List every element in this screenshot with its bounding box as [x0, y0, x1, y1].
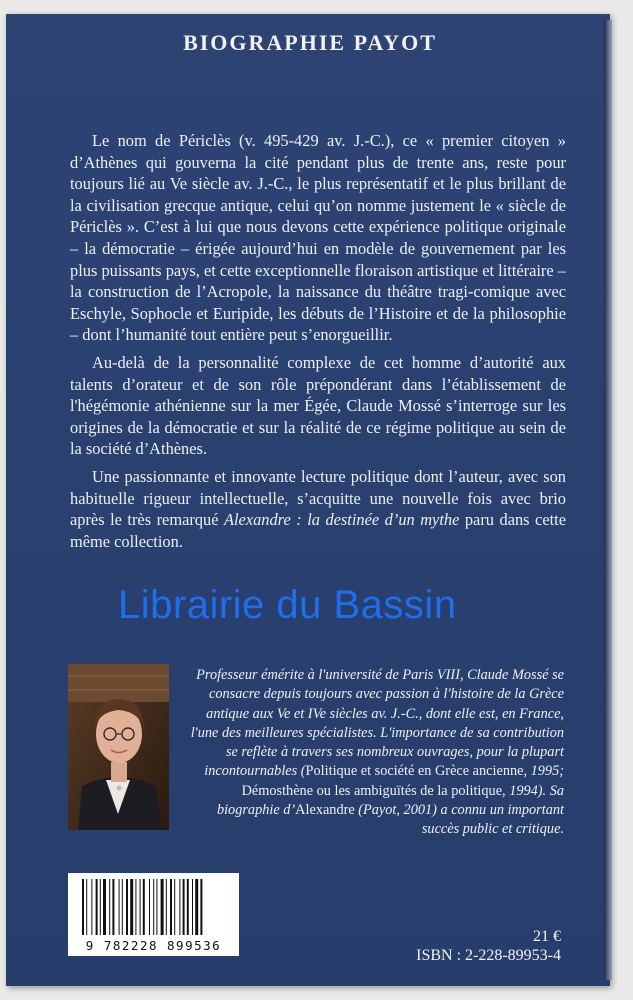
barcode-digits: 9 782228 899536 — [85, 938, 222, 953]
bio-work-1: Politique et société en Grèce ancienne — [305, 763, 524, 780]
blurb-paragraph-3 — [70, 466, 566, 552]
author-photo — [68, 664, 169, 830]
bio-work-3: Alexandre — [295, 802, 355, 819]
barcode-stripe — [112, 879, 114, 935]
barcode-stripe — [135, 879, 136, 935]
barcode-stripe — [143, 879, 145, 935]
barcode-stripe — [96, 879, 98, 935]
barcode-stripe — [100, 879, 101, 935]
bookshop-watermark: Librairie du Bassin — [118, 583, 457, 627]
bio-part-2: , 1995; — [523, 763, 564, 780]
barcode-stripe — [130, 879, 133, 935]
barcode-stripe — [156, 879, 157, 935]
blurb-p3-start: Une passionnante et innovante lecture politique dont l’auteur, avec son habituelle rigueur intellectuelle, s’acquitte une nouvelle fois avec brio après le très remarqué — [70, 466, 566, 530]
author-bio — [190, 666, 564, 840]
barcode-stripe — [192, 879, 193, 935]
barcode-stripe — [103, 879, 106, 935]
barcode-stripe — [200, 879, 202, 935]
barcode-stripe — [119, 879, 120, 935]
bio-part-4: (Payot, 2001) a connu un important succès public et critique. — [354, 802, 564, 838]
blurb-paragraph-1: Le nom de Périclès (v. 495-429 av. J.-C.), ce « premier citoyen » d’Athènes qui gouverna la cité pendant plus de trente ans, reste pour toujours lié au Ve siècle av. J.-C., le plus représentatif et le plus brillant de la civilisation grecque antique, celui qu’on nomme justement le « siècle de Périclès ». C’est à lui que nous devons cette expérience politique originale – la démocratie – érigée aujourd’hui en modèle de gouvernement par les plus puissants pays, et cette exceptionnelle floraison artistique et littéraire – la construction de l’Acropole, la naissance du théâtre tragi-comique avec Eschyle, Sophocle et Euripide, les débuts de l’Histoire et de la philosophie – dont l’humanité tout entière peut s’enorgueillir. — [70, 131, 566, 345]
bio-work-2: Démosthène ou les ambiguïtés de la politique — [241, 782, 503, 799]
barcode-stripe — [86, 879, 87, 935]
barcode-stripe — [109, 879, 110, 935]
barcode-stripe — [174, 879, 175, 935]
barcode-stripe — [122, 879, 123, 935]
barcode-stripe — [170, 879, 172, 935]
author-portrait-image — [68, 664, 169, 830]
barcode-stripe — [179, 879, 180, 935]
bio-part-1: Professeur émérite à l'université de Paris VIII, Claude Mossé se consacre depuis toujours avec passion à l'histoire de la Grèce antique aux Ve et IVe siècles av. J.-C., dont elle est, en France, l'une des meilleures spécialistes. L'importance de sa contribution se reflète à travers ses nombreux ouvrages, pour la plupart incontournables ( — [190, 667, 564, 780]
price-label: 21 € — [533, 928, 561, 945]
barcode — [68, 873, 239, 956]
barcode-stripe — [149, 879, 150, 935]
book-edge — [604, 20, 612, 980]
blurb-paragraph-2: Au-delà de la personnalité complexe de cet homme d’autorité aux talents d’orateur et de son rôle prépondérant dans l’établissement de l'hégémonie athénienne sur la mer Égée, Claude Mossé s’interroge sur les origines de la démocratie et sur la réalité de ce régime politique au sein de la société d’Athènes. — [70, 352, 566, 459]
barcode-stripe — [195, 879, 198, 935]
series-title: BIOGRAPHIE PAYOT — [183, 30, 437, 55]
barcode-stripe — [153, 879, 154, 935]
barcode-stripe — [166, 879, 167, 935]
barcode-stripe — [140, 879, 141, 935]
blurb-p3-end: paru dans cette même collection. — [70, 510, 566, 551]
barcode-stripe — [82, 879, 84, 935]
blurb-text — [70, 130, 566, 552]
barcode-stripe — [183, 879, 185, 935]
isbn-label: ISBN : 2-228-89953-4 — [416, 947, 561, 964]
barcode-bars — [68, 873, 239, 939]
barcode-stripe — [187, 879, 189, 935]
barcode-stripe — [91, 879, 92, 935]
book-title-alexandre: Alexandre : la destinée d’un mythe — [223, 510, 460, 530]
bio-part-3: , 1994). Sa biographie d’ — [216, 782, 564, 819]
barcode-stripe — [161, 879, 164, 935]
barcode-stripe — [126, 879, 128, 935]
